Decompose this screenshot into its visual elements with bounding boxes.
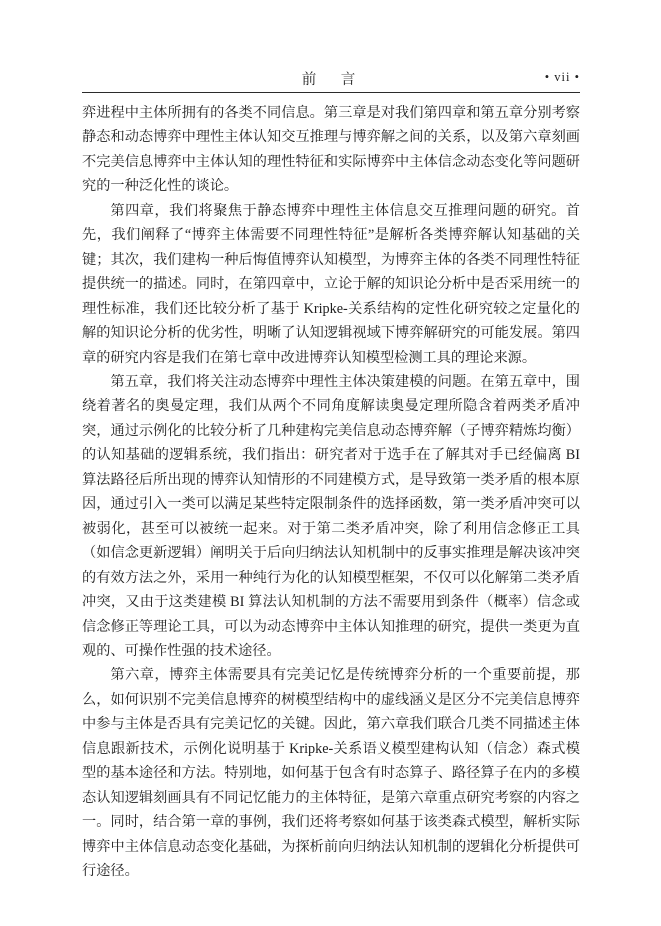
paragraph-continuation: 弈进程中主体所拥有的各类不同信息。第三章是对我们第四章和第五章分别考察静态和动态博弈中理性主体认知交互推理与博弈解之间的关系，以及第六章刻画不完美信息博弈中主体认知的理性特征和实际博弈中主体信念动态变化等问题研究的一种泛化性的谈论。	[82, 105, 580, 195]
paragraph-chapter4: 第四章，我们将聚焦于静态博弈中理性主体信息交互推理问题的研究。首先，我们阐释了“博弈主体需要不同理性特征”是解析各类博弈解认知基础的关键；其次，我们建构一种后悔值博弈认知模型，为博弈主体的各类不同理性特征提供统一的描述。同时，在第四章中，立论于解的知识论分析中是否采用统一的理性标准，我们还比较分析了基于 Kripke-关系结构的定性化研究较之定量化的解的知识论分析的优劣性，明晰了认知逻辑视域下博弈解研究的可能发展。第四章的研究内容是我们在第七章中改进博弈认知模型检测工具的理论来源。	[82, 202, 580, 366]
paragraph-chapter5: 第五章，我们将关注动态博弈中理性主体决策建模的问题。在第五章中，围绕着著名的奥曼定理，我们从两个不同角度解读奥曼定理所隐含着两类矛盾冲突，通过示例化的比较分析了几种建构完美信息动态博弈解（子博弈精炼均衡）的认知基础的逻辑系统，我们指出：研究者对于选手在了解其对手已经偏离 BI 算法路径后所出现的博弈认知情形的不同建模方式，是导致第一类矛盾的根本原因，通过引入一类可以满足某些特定限制条件的选择函数，第一类矛盾冲突可以被弱化，甚至可以被统一起来。对于第二类矛盾冲突，除了利用信念修正工具（如信念更新逻辑）阐明关于后向归纳法认知机制中的反事实推理是解决该冲突的有效方法之外，采用一种纯行为化的认知模型框架，不仅可以化解第二类矛盾冲突，又由于这类建模 BI 算法认知机制的方法不需要用到条件（概率）信念或信念修正等理论工具，可以为动态博弈中主体认知推理的研究，提供一类更为直观的、可操作性强的技术途径。	[82, 373, 580, 659]
header-rule	[82, 92, 580, 93]
preface-body	[82, 101, 580, 884]
page-number: • vii •	[544, 70, 580, 84]
paragraph-chapter6: 第六章，博弈主体需要具有完美记忆是传统博弈分析的一个重要前提，那么，如何识别不完美信息博弈的树模型结构中的虚线涵义是区分不完美信息博弈中参与主体是否具有完美记忆的关键。因此，第六章我们联合几类不同描述主体信息跟新技术，示例化说明基于 Kripke-关系语义模型建构认知（信念）森式模型的基本途径和方法。特别地，如何基于包含有时态算子、路径算子在内的多模态认知逻辑刻画具有不同记忆能力的主体特征，是第六章重点研究考察的内容之一。同时，结合第一章的事例，我们还将考察如何基于该类森式模型，解析实际博弈中主体信息动态变化基础，为探析前向归纳法认知机制的逻辑化分析提供可行途径。	[82, 667, 580, 880]
page-header	[82, 68, 580, 90]
chapter-title: 前 言	[301, 72, 361, 88]
